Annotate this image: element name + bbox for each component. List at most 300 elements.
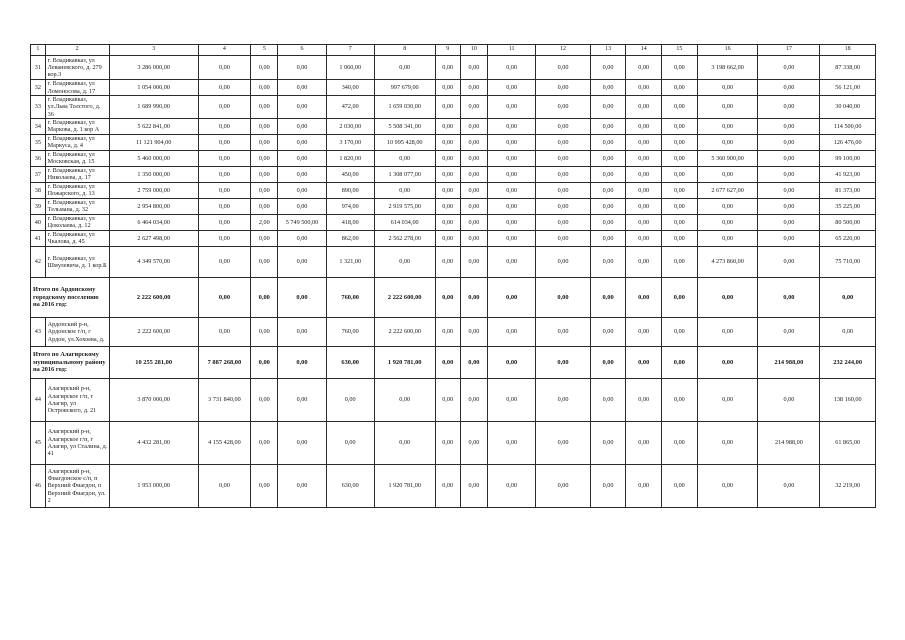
value-cell: 0,00	[326, 421, 374, 464]
address-cell: г. Владикавказ, ул Пожарского, д. 13	[45, 182, 109, 198]
value-cell: 0,00	[251, 182, 278, 198]
value-cell: 6 464 034,00	[109, 214, 198, 230]
subtotal-row	[31, 277, 876, 317]
value-cell: 0,00	[662, 346, 698, 378]
value-cell: 1 308 077,00	[374, 166, 435, 182]
value-cell: 0,00	[488, 134, 536, 150]
value-cell: 0,00	[697, 317, 758, 346]
value-cell: 0,00	[536, 56, 591, 80]
value-cell: 30 040,00	[820, 96, 876, 119]
column-number-cell: 3	[109, 45, 198, 56]
value-cell: 0,00	[758, 150, 820, 166]
value-cell: 0,00	[460, 134, 487, 150]
table-row	[31, 378, 876, 421]
value-cell: 3 198 662,00	[697, 56, 758, 80]
value-cell: 0,00	[662, 378, 698, 421]
value-cell: 0,00	[278, 317, 326, 346]
value-cell: 0,00	[488, 317, 536, 346]
column-number-cell: 13	[590, 45, 626, 56]
value-cell: 0,00	[590, 277, 626, 317]
value-cell: 4 273 860,00	[697, 246, 758, 277]
row-number: 38	[31, 182, 46, 198]
value-cell: 0,00	[536, 80, 591, 96]
value-cell: 0,00	[626, 317, 662, 346]
value-cell: 1 953 000,00	[109, 464, 198, 507]
value-cell: 0,00	[251, 464, 278, 507]
value-cell: 0,00	[278, 198, 326, 214]
address-cell: г. Владикавказ, ул Маркова, д. 1 кор А	[45, 118, 109, 134]
value-cell: 0,00	[697, 96, 758, 119]
value-cell: 0,00	[536, 346, 591, 378]
value-cell: 0,00	[536, 378, 591, 421]
value-cell: 0,00	[488, 277, 536, 317]
table-row	[31, 214, 876, 230]
value-cell: 3 170,00	[326, 134, 374, 150]
value-cell: 0,00	[697, 80, 758, 96]
row-number: 46	[31, 464, 46, 507]
value-cell: 0,00	[435, 378, 460, 421]
column-number-cell: 8	[374, 45, 435, 56]
value-cell: 0,00	[590, 214, 626, 230]
address-cell: Алагирский р-н, Алагирское г/п, г Алагир, ул Сталина, д. 41	[45, 421, 109, 464]
table-row	[31, 80, 876, 96]
value-cell: 0,00	[251, 421, 278, 464]
value-cell: 0,00	[435, 166, 460, 182]
value-cell: 0,00	[590, 96, 626, 119]
value-cell: 614 034,00	[374, 214, 435, 230]
value-cell: 0,00	[697, 378, 758, 421]
value-cell: 0,00	[626, 96, 662, 119]
value-cell: 0,00	[697, 214, 758, 230]
value-cell: 0,00	[590, 80, 626, 96]
value-cell: 3 286 000,00	[109, 56, 198, 80]
value-cell: 0,00	[590, 134, 626, 150]
row-number: 43	[31, 317, 46, 346]
value-cell: 0,00	[198, 246, 250, 277]
value-cell: 0,00	[662, 182, 698, 198]
value-cell: 80 500,00	[820, 214, 876, 230]
value-cell: 0,00	[536, 150, 591, 166]
value-cell: 1 054 000,00	[109, 80, 198, 96]
value-cell: 0,00	[460, 96, 487, 119]
value-cell: 450,00	[326, 166, 374, 182]
value-cell: 0,00	[536, 134, 591, 150]
value-cell: 0,00	[435, 134, 460, 150]
value-cell: 0,00	[251, 166, 278, 182]
value-cell: 0,00	[488, 56, 536, 80]
value-cell: 0,00	[460, 346, 487, 378]
value-cell: 0,00	[435, 96, 460, 119]
address-cell: г. Владикавказ, ул Шмулевича, д. 1 кор.Б	[45, 246, 109, 277]
value-cell: 0,00	[278, 277, 326, 317]
value-cell: 0,00	[758, 166, 820, 182]
value-cell: 0,00	[662, 134, 698, 150]
value-cell: 0,00	[590, 230, 626, 246]
value-cell: 0,00	[435, 56, 460, 80]
column-number-cell: 15	[662, 45, 698, 56]
row-number: 34	[31, 118, 46, 134]
value-cell: 0,00	[251, 80, 278, 96]
value-cell: 0,00	[590, 246, 626, 277]
value-cell: 0,00	[460, 166, 487, 182]
row-number: 41	[31, 230, 46, 246]
table-body	[31, 45, 876, 508]
address-cell: Ардонский р-н, Ардонское г/п, г Ардон, ул.Хохоева, д.	[45, 317, 109, 346]
address-cell: г. Владикавказ, ул Московская, д. 15	[45, 150, 109, 166]
value-cell: 0,00	[488, 80, 536, 96]
address-cell: г. Владикавказ, ул Леваневского, д. 279 кор.3	[45, 56, 109, 80]
value-cell: 340,00	[326, 80, 374, 96]
value-cell: 0,00	[460, 246, 487, 277]
value-cell: 87 338,00	[820, 56, 876, 80]
value-cell: 0,00	[435, 464, 460, 507]
value-cell: 0,00	[536, 96, 591, 119]
value-cell: 0,00	[662, 421, 698, 464]
value-cell: 0,00	[435, 118, 460, 134]
column-number-cell: 2	[45, 45, 109, 56]
value-cell: 0,00	[460, 421, 487, 464]
value-cell: 0,00	[488, 346, 536, 378]
value-cell: 0,00	[278, 378, 326, 421]
value-cell: 0,00	[626, 118, 662, 134]
value-cell: 0,00	[590, 421, 626, 464]
value-cell: 1 060,00	[326, 56, 374, 80]
value-cell: 1 920 781,00	[374, 346, 435, 378]
value-cell: 0,00	[198, 150, 250, 166]
value-cell: 0,00	[590, 346, 626, 378]
value-cell: 0,00	[488, 198, 536, 214]
value-cell: 0,00	[435, 198, 460, 214]
value-cell: 630,00	[326, 346, 374, 378]
value-cell: 0,00	[488, 166, 536, 182]
value-cell: 0,00	[251, 134, 278, 150]
value-cell: 2 919 575,00	[374, 198, 435, 214]
value-cell: 0,00	[278, 56, 326, 80]
value-cell: 0,00	[536, 246, 591, 277]
value-cell: 0,00	[198, 182, 250, 198]
value-cell: 0,00	[662, 150, 698, 166]
value-cell: 0,00	[374, 421, 435, 464]
value-cell: 0,00	[251, 246, 278, 277]
value-cell: 41 923,00	[820, 166, 876, 182]
value-cell: 0,00	[488, 96, 536, 119]
row-number: 37	[31, 166, 46, 182]
column-number-cell: 5	[251, 45, 278, 56]
value-cell: 214 988,00	[758, 421, 820, 464]
value-cell: 0,00	[820, 317, 876, 346]
value-cell: 4 349 570,00	[109, 246, 198, 277]
value-cell: 0,00	[278, 80, 326, 96]
value-cell: 0,00	[488, 464, 536, 507]
value-cell: 0,00	[662, 317, 698, 346]
value-cell: 0,00	[662, 246, 698, 277]
value-cell: 0,00	[758, 277, 820, 317]
column-number-cell: 9	[435, 45, 460, 56]
value-cell: 0,00	[626, 246, 662, 277]
value-cell: 2 222 600,00	[109, 317, 198, 346]
value-cell: 0,00	[460, 317, 487, 346]
value-cell: 0,00	[662, 277, 698, 317]
value-cell: 10 255 281,00	[109, 346, 198, 378]
value-cell: 0,00	[536, 464, 591, 507]
value-cell: 0,00	[626, 277, 662, 317]
value-cell: 0,00	[488, 421, 536, 464]
value-cell: 0,00	[536, 214, 591, 230]
value-cell: 0,00	[626, 166, 662, 182]
table-row	[31, 166, 876, 182]
value-cell: 0,00	[590, 150, 626, 166]
address-cell: г. Владикавказ, ул Цоколаева, д. 12	[45, 214, 109, 230]
value-cell: 4 155 428,00	[198, 421, 250, 464]
value-cell: 0,00	[590, 56, 626, 80]
value-cell: 2 222 600,00	[374, 317, 435, 346]
value-cell: 0,00	[536, 166, 591, 182]
value-cell: 2 222 600,00	[374, 277, 435, 317]
value-cell: 0,00	[198, 56, 250, 80]
value-cell: 0,00	[374, 378, 435, 421]
column-number-cell: 7	[326, 45, 374, 56]
value-cell: 0,00	[435, 80, 460, 96]
value-cell: 0,00	[697, 346, 758, 378]
table-row	[31, 230, 876, 246]
value-cell: 0,00	[758, 246, 820, 277]
value-cell: 0,00	[662, 214, 698, 230]
value-cell: 0,00	[758, 317, 820, 346]
value-cell: 4 432 281,00	[109, 421, 198, 464]
value-cell: 0,00	[198, 277, 250, 317]
value-cell: 32 219,00	[820, 464, 876, 507]
column-number-cell: 4	[198, 45, 250, 56]
value-cell: 0,00	[758, 96, 820, 119]
value-cell: 2 030,00	[326, 118, 374, 134]
value-cell: 0,00	[374, 182, 435, 198]
value-cell: 2 627 498,00	[109, 230, 198, 246]
value-cell: 0,00	[662, 198, 698, 214]
address-cell: г. Владикавказ, ул Ломоносова, д. 17	[45, 80, 109, 96]
value-cell: 0,00	[697, 421, 758, 464]
value-cell: 0,00	[198, 464, 250, 507]
value-cell: 0,00	[662, 96, 698, 119]
value-cell: 0,00	[251, 346, 278, 378]
value-cell: 0,00	[198, 230, 250, 246]
value-cell: 0,00	[198, 134, 250, 150]
value-cell: 232 244,00	[820, 346, 876, 378]
value-cell: 3 731 840,00	[198, 378, 250, 421]
table-row	[31, 246, 876, 277]
value-cell: 0,00	[626, 80, 662, 96]
value-cell: 0,00	[758, 118, 820, 134]
value-cell: 0,00	[251, 277, 278, 317]
row-number: 39	[31, 198, 46, 214]
value-cell: 0,00	[460, 464, 487, 507]
value-cell: 0,00	[460, 150, 487, 166]
row-number: 42	[31, 246, 46, 277]
value-cell: 126 476,00	[820, 134, 876, 150]
column-number-cell: 1	[31, 45, 46, 56]
value-cell: 472,00	[326, 96, 374, 119]
address-cell: Алагирский р-н, Фиагдонское с/п, п Верхний Фиагдон, п Верхний Фиагдон, ул. 2	[45, 464, 109, 507]
address-cell: г. Владикавказ, ул Тельмана, д. 32	[45, 198, 109, 214]
value-cell: 0,00	[198, 118, 250, 134]
value-cell: 1 321,00	[326, 246, 374, 277]
value-cell: 0,00	[251, 230, 278, 246]
value-cell: 11 121 904,00	[109, 134, 198, 150]
table-row	[31, 118, 876, 134]
value-cell: 0,00	[758, 198, 820, 214]
table-row	[31, 464, 876, 507]
address-cell: г. Владикавказ, ул Маркуса, д. 4	[45, 134, 109, 150]
value-cell: 0,00	[278, 230, 326, 246]
value-cell: 997 679,00	[374, 80, 435, 96]
value-cell: 0,00	[536, 277, 591, 317]
value-cell: 0,00	[251, 56, 278, 80]
value-cell: 0,00	[697, 230, 758, 246]
value-cell: 0,00	[460, 198, 487, 214]
value-cell: 0,00	[460, 230, 487, 246]
row-number: 33	[31, 96, 46, 119]
value-cell: 0,00	[590, 464, 626, 507]
value-cell: 760,00	[326, 317, 374, 346]
column-number-cell: 14	[626, 45, 662, 56]
row-number: 36	[31, 150, 46, 166]
value-cell: 0,00	[278, 346, 326, 378]
value-cell: 5 460 000,00	[109, 150, 198, 166]
value-cell: 0,00	[198, 96, 250, 119]
value-cell: 0,00	[435, 246, 460, 277]
column-number-cell: 18	[820, 45, 876, 56]
value-cell: 2 222 600,00	[109, 277, 198, 317]
column-number-cell: 16	[697, 45, 758, 56]
value-cell: 0,00	[251, 118, 278, 134]
value-cell: 0,00	[198, 214, 250, 230]
value-cell: 0,00	[697, 166, 758, 182]
value-cell: 0,00	[590, 378, 626, 421]
value-cell: 0,00	[590, 198, 626, 214]
value-cell: 0,00	[460, 378, 487, 421]
value-cell: 0,00	[251, 198, 278, 214]
value-cell: 0,00	[374, 56, 435, 80]
value-cell: 0,00	[460, 118, 487, 134]
value-cell: 0,00	[758, 182, 820, 198]
value-cell: 0,00	[758, 80, 820, 96]
value-cell: 0,00	[626, 464, 662, 507]
address-cell: г. Владикавказ, ул Чкалова, д. 45	[45, 230, 109, 246]
value-cell: 0,00	[662, 118, 698, 134]
value-cell: 75 710,00	[820, 246, 876, 277]
value-cell: 0,00	[662, 80, 698, 96]
value-cell: 0,00	[435, 317, 460, 346]
table-row	[31, 421, 876, 464]
value-cell: 0,00	[278, 118, 326, 134]
value-cell: 0,00	[590, 166, 626, 182]
column-number-row	[31, 45, 876, 56]
value-cell: 0,00	[662, 56, 698, 80]
row-number: 44	[31, 378, 46, 421]
value-cell: 0,00	[536, 198, 591, 214]
value-cell: 1 920 781,00	[374, 464, 435, 507]
value-cell: 0,00	[278, 96, 326, 119]
value-cell: 0,00	[758, 464, 820, 507]
table-row	[31, 182, 876, 198]
value-cell: 0,00	[590, 317, 626, 346]
value-cell: 1 689 990,00	[109, 96, 198, 119]
value-cell: 214 988,00	[758, 346, 820, 378]
value-cell: 35 225,00	[820, 198, 876, 214]
value-cell: 0,00	[374, 246, 435, 277]
subtotal-row	[31, 346, 876, 378]
value-cell: 0,00	[758, 378, 820, 421]
value-cell: 0,00	[251, 317, 278, 346]
value-cell: 0,00	[626, 346, 662, 378]
value-cell: 2 562 278,00	[374, 230, 435, 246]
column-number-cell: 6	[278, 45, 326, 56]
value-cell: 5 622 841,00	[109, 118, 198, 134]
address-cell: Алагирский р-н, Алагирское г/п, г Алагир, ул Островского, д. 21	[45, 378, 109, 421]
value-cell: 1 350 000,00	[109, 166, 198, 182]
value-cell: 0,00	[278, 182, 326, 198]
value-cell: 0,00	[697, 464, 758, 507]
value-cell: 0,00	[488, 118, 536, 134]
value-cell: 0,00	[278, 150, 326, 166]
value-cell: 0,00	[278, 464, 326, 507]
subtotal-label: Итого по Алагирскому муниципальному району на 2016 год:	[31, 346, 110, 378]
value-cell: 0,00	[626, 198, 662, 214]
value-cell: 0,00	[626, 56, 662, 80]
value-cell: 630,00	[326, 464, 374, 507]
value-cell: 890,00	[326, 182, 374, 198]
value-cell: 0,00	[251, 378, 278, 421]
value-cell: 0,00	[758, 56, 820, 80]
capital-repair-table	[30, 44, 876, 508]
value-cell: 0,00	[626, 182, 662, 198]
value-cell: 0,00	[626, 134, 662, 150]
row-number: 40	[31, 214, 46, 230]
value-cell: 0,00	[626, 230, 662, 246]
value-cell: 0,00	[626, 421, 662, 464]
value-cell: 0,00	[662, 230, 698, 246]
value-cell: 0,00	[488, 230, 536, 246]
value-cell: 0,00	[374, 150, 435, 166]
value-cell: 0,00	[278, 134, 326, 150]
table-row	[31, 56, 876, 80]
column-number-cell: 10	[460, 45, 487, 56]
table-row	[31, 317, 876, 346]
table-row	[31, 150, 876, 166]
value-cell: 0,00	[251, 96, 278, 119]
value-cell: 0,00	[536, 118, 591, 134]
subtotal-label: Итого по Ардонскому городскому поселению на 2016 год:	[31, 277, 110, 317]
value-cell: 1 820,00	[326, 150, 374, 166]
value-cell: 0,00	[198, 166, 250, 182]
value-cell: 760,00	[326, 277, 374, 317]
value-cell: 0,00	[590, 182, 626, 198]
value-cell: 0,00	[697, 198, 758, 214]
value-cell: 0,00	[435, 346, 460, 378]
value-cell: 0,00	[460, 182, 487, 198]
table-row	[31, 198, 876, 214]
value-cell: 0,00	[697, 134, 758, 150]
value-cell: 0,00	[488, 378, 536, 421]
value-cell: 0,00	[626, 378, 662, 421]
value-cell: 0,00	[488, 150, 536, 166]
value-cell: 0,00	[435, 421, 460, 464]
value-cell: 0,00	[488, 214, 536, 230]
value-cell: 65 220,00	[820, 230, 876, 246]
value-cell: 99 100,00	[820, 150, 876, 166]
value-cell: 0,00	[326, 378, 374, 421]
value-cell: 0,00	[626, 150, 662, 166]
value-cell: 114 500,00	[820, 118, 876, 134]
